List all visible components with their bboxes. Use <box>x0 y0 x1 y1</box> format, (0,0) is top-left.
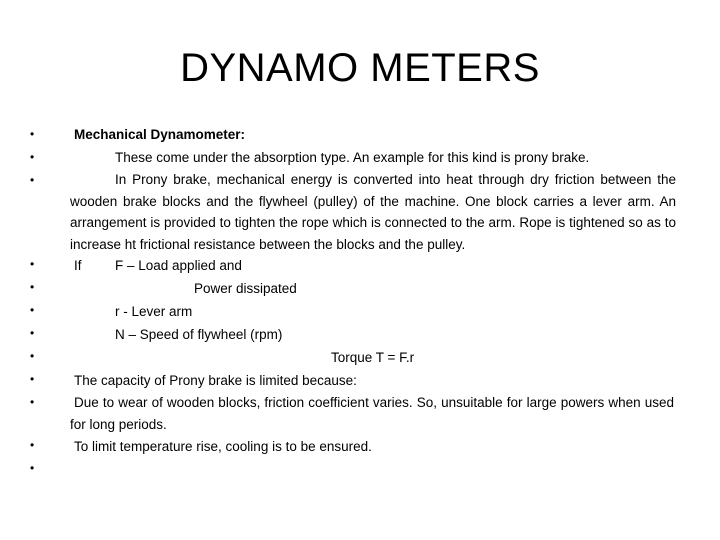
list-item: The capacity of Prony brake is limited because: <box>74 373 357 388</box>
bullet-marker: • <box>30 326 35 340</box>
bullet-marker: • <box>30 438 35 452</box>
list-item: These come under the absorption type. An example for this kind is prony brake. <box>115 150 590 165</box>
list-item: To limit temperature rise, cooling is to be ensured. <box>74 439 372 454</box>
list-item: Torque T = F.r <box>331 350 415 365</box>
slide-title: DYNAMO METERS <box>180 46 540 90</box>
bullet-marker: • <box>30 349 35 363</box>
bullet-marker: • <box>30 280 35 294</box>
list-item-text: F – Load applied and <box>115 258 242 273</box>
bullet-marker: • <box>30 461 35 475</box>
list-item-heading: Mechanical Dynamometer: <box>74 127 246 142</box>
bullet-marker: • <box>30 395 35 409</box>
bullet-marker: • <box>30 173 35 187</box>
bullet-marker: • <box>30 257 35 271</box>
list-item: r - Lever arm <box>115 304 193 319</box>
list-item: N – Speed of flywheel (rpm) <box>115 327 283 342</box>
bullet-marker: • <box>30 303 35 317</box>
list-item <box>74 254 242 277</box>
list-item-prefix: If <box>74 258 82 273</box>
bullet-marker: • <box>30 127 35 141</box>
list-item: Power dissipated <box>194 281 297 296</box>
bullet-marker: • <box>30 150 35 164</box>
bullet-marker: • <box>30 372 35 386</box>
list-item: In Prony brake, mechanical energy is converted into heat through dry friction between the wooden brake blocks and the flywheel (pulley) of the machine. One block carries a lever arm. An arrangement is provided to tighten the rope which is connected to the arm. Rope is tightened so as to increase ht frictional resistance between the blocks and the pulley. <box>70 172 676 252</box>
list-item: Due to wear of wooden blocks, friction coefficient varies. So, unsuitable for large powers when used for long periods. <box>70 395 674 432</box>
